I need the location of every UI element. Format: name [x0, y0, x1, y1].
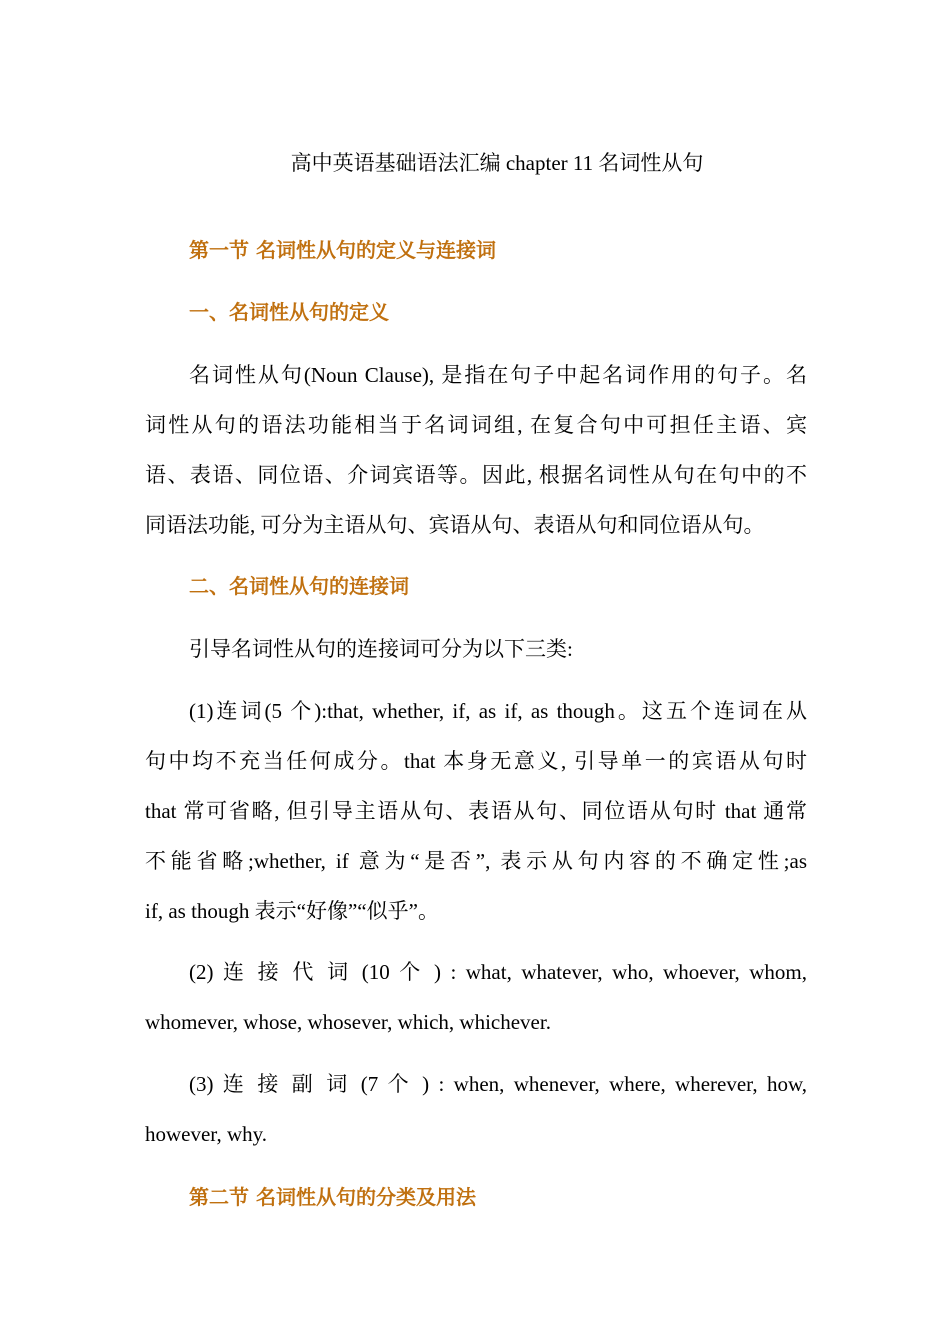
pronouns-paragraph	[145, 947, 807, 1047]
intro-paragraph	[145, 624, 807, 674]
conjunction-line-4: 不能省略;whether, if 意为“是否”, 表示从句内容的不确定性;as	[145, 849, 807, 873]
document-title: 高中英语基础语法汇编 chapter 11 名词性从句	[290, 151, 704, 175]
subsection-1-heading: 一、名词性从句的定义	[189, 300, 389, 324]
pronoun-line-1: (2) 连 接 代 词 (10 个 ) : what, whatever, who, whoever, whom,	[189, 960, 807, 984]
definition-line-3: 语、表语、同位语、介词宾语等。因此, 根据名词性从句在句中的不	[145, 463, 807, 487]
conjunction-line-5: if, as though 表示“好像”“似乎”。	[145, 899, 439, 923]
definition-line-1: 名词性从句(Noun Clause), 是指在句子中起名词作用的句子。名	[189, 363, 807, 387]
conjunction-line-2: 句中均不充当任何成分。that 本身无意义, 引导单一的宾语从句时	[145, 749, 807, 773]
subsection-2-heading: 二、名词性从句的连接词	[189, 574, 409, 598]
pronoun-line-2: whomever, whose, whosever, which, whichever.	[145, 1010, 551, 1034]
definition-line-2: 词性从句的语法功能相当于名词词组, 在复合句中可担任主语、宾	[145, 413, 807, 437]
conjunction-line-1: (1)连词(5 个):that, whether, if, as if, as though。这五个连词在从	[189, 699, 807, 723]
conjunctions-paragraph	[145, 686, 807, 936]
conjunction-line-3: that 常可省略, 但引导主语从句、表语从句、同位语从句时 that 通常	[145, 799, 807, 823]
section-1-heading: 第一节 名词性从句的定义与连接词	[189, 238, 496, 262]
section-2-heading: 第二节 名词性从句的分类及用法	[189, 1185, 476, 1209]
definition-line-4: 同语法功能, 可分为主语从句、宾语从句、表语从句和同位语从句。	[145, 513, 765, 537]
adverbs-paragraph	[145, 1059, 807, 1159]
intro-line: 引导名词性从句的连接词可分为以下三类:	[189, 637, 573, 661]
definition-paragraph	[145, 350, 807, 550]
adverb-line-2: however, why.	[145, 1122, 268, 1146]
adverb-line-1: (3) 连 接 副 词 (7 个 ) : when, whenever, where, wherever, how,	[189, 1072, 807, 1096]
